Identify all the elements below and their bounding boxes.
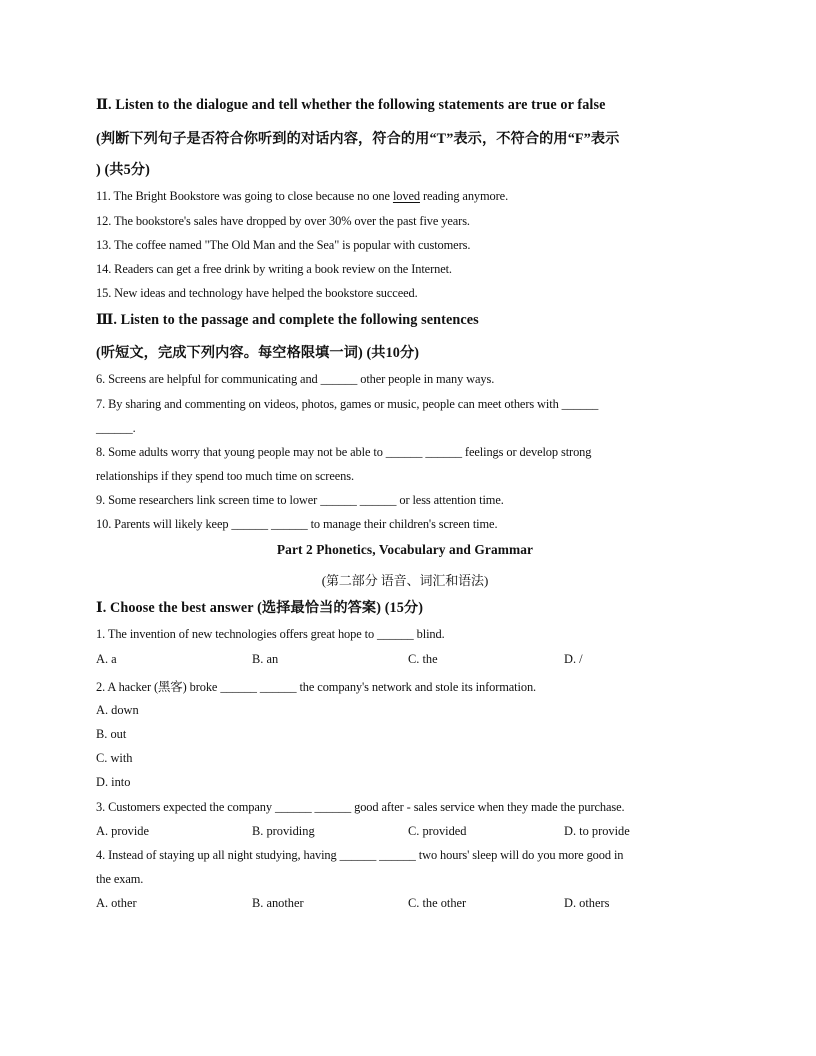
question-3-option-c: C. provided	[408, 824, 467, 838]
question-3-option-d: D. to provide	[564, 824, 630, 838]
question-4-option-d: D. others	[564, 896, 610, 910]
question-4-option-a: A. other	[96, 896, 137, 910]
question-1-option-c: C. the	[408, 652, 438, 666]
section-2-heading: Ⅱ. Listen to the dialogue and tell whether the following statements are true or false	[96, 97, 606, 113]
question-2-option-b: B. out	[96, 727, 127, 741]
section-3-heading: Ⅲ. Listen to the passage and complete the following sentences	[96, 312, 479, 328]
question-14: 14. Readers can get a free drink by writing a book review on the Internet.	[96, 262, 452, 276]
question-1-option-d: D. /	[564, 652, 583, 666]
question-4-line-1: 4. Instead of staying up all night studying, having ______ ______ two hours' sleep will do you more good in	[96, 848, 624, 862]
question-2-option-c: C. with	[96, 751, 133, 765]
question-3-option-b: B. providing	[252, 824, 315, 838]
question-6: 6. Screens are helpful for communicating and ______ other people in many ways.	[96, 372, 495, 386]
section-1-heading: Ⅰ. Choose the best answer (选择最恰当的答案) (15分)	[96, 600, 424, 616]
question-9: 9. Some researchers link screen time to lower ______ ______ or less attention time.	[96, 493, 504, 507]
question-1-option-a: A. a	[96, 652, 117, 666]
question-13: 13. The coffee named "The Old Man and the Sea" is popular with customers.	[96, 238, 471, 252]
question-11-text-after: reading anymore.	[419, 189, 509, 203]
question-7-line-1: 7. By sharing and commenting on videos, photos, games or music, people can meet others with ______	[96, 397, 599, 411]
question-2-option-d: D. into	[96, 775, 131, 789]
question-8-line-1: 8. Some adults worry that young people may not be able to ______ ______ feelings or develop strong	[96, 445, 592, 459]
part-2-title: Part 2 Phonetics, Vocabulary and Grammar	[276, 542, 534, 557]
question-1: 1. The invention of new technologies offers great hope to ______ blind.	[96, 627, 445, 641]
question-1-option-b: B. an	[252, 652, 279, 666]
question-15: 15. New ideas and technology have helped the bookstore succeed.	[96, 286, 418, 300]
question-2: 2. A hacker (黑客) broke ______ ______ the company's network and stole its information.	[96, 680, 537, 694]
question-11-text-before: 11. The Bright Bookstore was going to close because no one	[96, 189, 393, 203]
question-11-underlined-word: loved	[392, 189, 420, 203]
question-10: 10. Parents will likely keep ______ ______ to manage their children's screen time.	[96, 517, 498, 531]
question-3: 3. Customers expected the company ______ ______ good after - sales service when they made the purchase.	[96, 800, 625, 814]
section-2-instruction: (判断下列句子是否符合你听到的对话内容，符合的用“T”表示，不符合的用“F”表示	[96, 131, 620, 147]
question-4-option-b: B. another	[252, 896, 304, 910]
question-4-option-c: C. the other	[408, 896, 467, 910]
question-4-line-2: the exam.	[96, 872, 144, 886]
part-2-subtitle: (第二部分 语音、词汇和语法)	[321, 573, 489, 588]
question-2-option-a: A. down	[96, 703, 139, 717]
question-8-line-2: relationships if they spend too much time on screens.	[96, 469, 354, 483]
question-11	[96, 189, 508, 204]
section-2-instruction-cont: ) (共5分)	[96, 162, 150, 178]
question-12: 12. The bookstore's sales have dropped by over 30% over the past five years.	[96, 214, 470, 228]
question-7-line-2: ______.	[96, 421, 136, 435]
section-3-instruction: (听短文，完成下列内容。每空格限填一词) (共10分)	[96, 345, 420, 361]
question-3-option-a: A. provide	[96, 824, 149, 838]
